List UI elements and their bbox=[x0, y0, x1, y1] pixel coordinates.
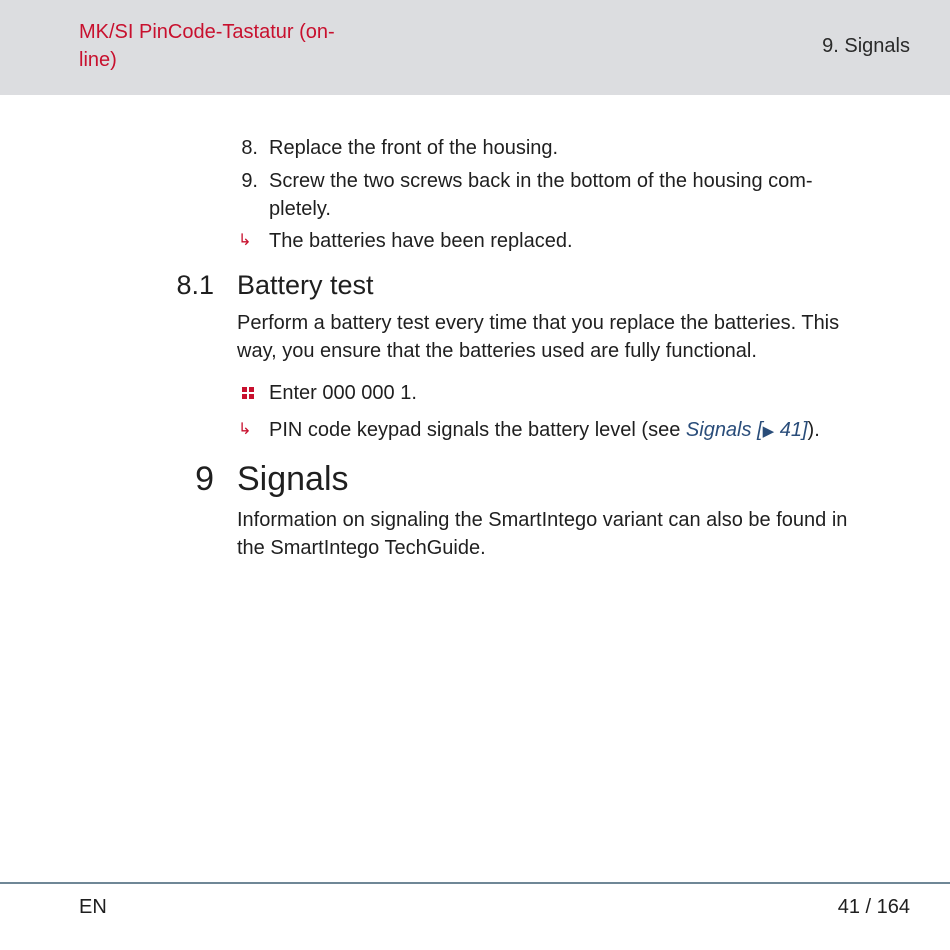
chapter-paragraph-line-2: the SmartIntego TechGuide. bbox=[237, 537, 486, 559]
action-text: Enter 000 000 1. bbox=[269, 382, 417, 404]
step-text-9-line-2: pletely. bbox=[269, 198, 331, 220]
link-page-number: 41] bbox=[774, 419, 808, 441]
section-paragraph-line-1: Perform a battery test every time that you replace the batteries. This bbox=[237, 312, 840, 334]
result-text bbox=[269, 416, 820, 446]
section-paragraph-line-2: way, you ensure that the batteries used are fully functional. bbox=[237, 340, 757, 362]
page-reference-arrow-icon: ▶ bbox=[762, 423, 775, 440]
step-number-9: 9. bbox=[241, 170, 258, 192]
footer-page-number: 41 / 164 bbox=[837, 896, 910, 918]
result-arrow-icon: ↳ bbox=[238, 232, 252, 249]
chapter-paragraph-line-1: Information on signaling the SmartIntego variant can also be found in bbox=[237, 509, 848, 531]
signals-cross-reference-link[interactable] bbox=[686, 419, 808, 441]
running-section-title: 9. Signals bbox=[822, 35, 910, 57]
result-text-before: PIN code keypad signals the battery level (see bbox=[269, 419, 686, 441]
section-number: 8.1 bbox=[176, 270, 214, 300]
result-arrow-icon: ↳ bbox=[238, 421, 252, 438]
section-heading: Battery test bbox=[237, 270, 374, 300]
step-text-9-line-1: Screw the two screws back in the bottom of the housing com- bbox=[269, 170, 813, 192]
chapter-heading: Signals bbox=[237, 460, 349, 498]
footer-divider bbox=[0, 882, 950, 884]
chapter-number: 9 bbox=[195, 460, 214, 498]
document-title-line-1: MK/SI PinCode-Tastatur (on- bbox=[79, 21, 335, 43]
footer-language: EN bbox=[79, 896, 107, 918]
result-text: The batteries have been replaced. bbox=[269, 230, 573, 252]
page-header bbox=[0, 0, 950, 95]
step-text-8: Replace the front of the housing. bbox=[269, 137, 559, 159]
document-title-line-2: line) bbox=[79, 49, 117, 71]
result-text-after: ). bbox=[807, 419, 820, 441]
step-number-8: 8. bbox=[241, 137, 258, 159]
document-title bbox=[79, 18, 399, 74]
action-bullet-icon bbox=[242, 387, 254, 399]
link-label: Signals [ bbox=[685, 419, 763, 441]
